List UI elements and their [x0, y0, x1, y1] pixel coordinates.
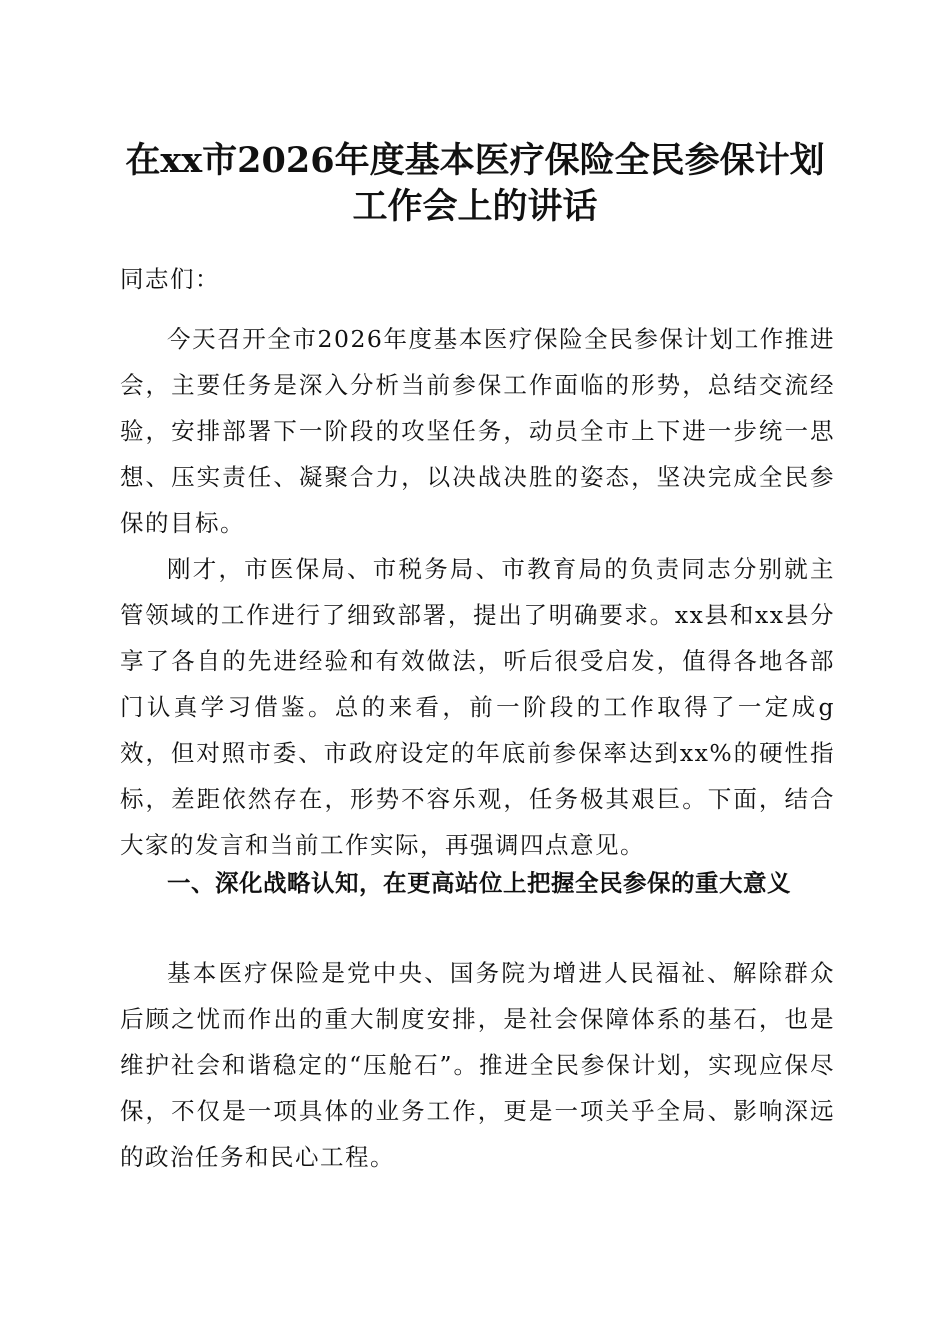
document-title-line-2: 工作会上的讲话	[352, 186, 598, 227]
section-heading-1: 一、深化战略认知，在更高站位上把握全民参保的重大意义	[167, 869, 791, 897]
paragraph-intro: 今天召开全市2026年度基本医疗保险全民参保计划工作推进会，主要任务是深入分析当前参保工作面临的形势，总结交流经验，安排部署下一阶段的攻坚任务，动员全市上下进一步统一思想、压实责任、凝聚合力，以决战决胜的姿态，坚决完成全民参保的目标。	[120, 325, 835, 537]
paragraph-review: 刚才，市医保局、市税务局、市教育局的负责同志分别就主管领域的工作进行了细致部署，提出了明确要求。xx县和xx县分享了各自的先进经验和有效做法，听后很受启发，值得各地各部门认真学习借鉴。总的来看，前一阶段的工作取得了一定成g效，但对照市委、市政府设定的年底前参保率达到xx%的硬性指标，差距依然存在，形势不容乐观，任务极其艰巨。下面，结合大家的发言和当前工作实际，再强调四点意见。	[120, 555, 835, 859]
salutation: 同志们：	[120, 265, 220, 293]
paragraph-section-1: 基本医疗保险是党中央、国务院为增进人民福祉、解除群众后顾之忧而作出的重大制度安排，是社会保障体系的基石，也是维护社会和谐稳定的“压舱石”。推进全民参保计划，实现应保尽保，不仅是一项具体的业务工作，更是一项关乎全局、影响深远的政治任务和民心工程。	[120, 959, 835, 1171]
document-title-line-1: 在xx市2026年度基本医疗保险全民参保计划	[125, 140, 825, 181]
